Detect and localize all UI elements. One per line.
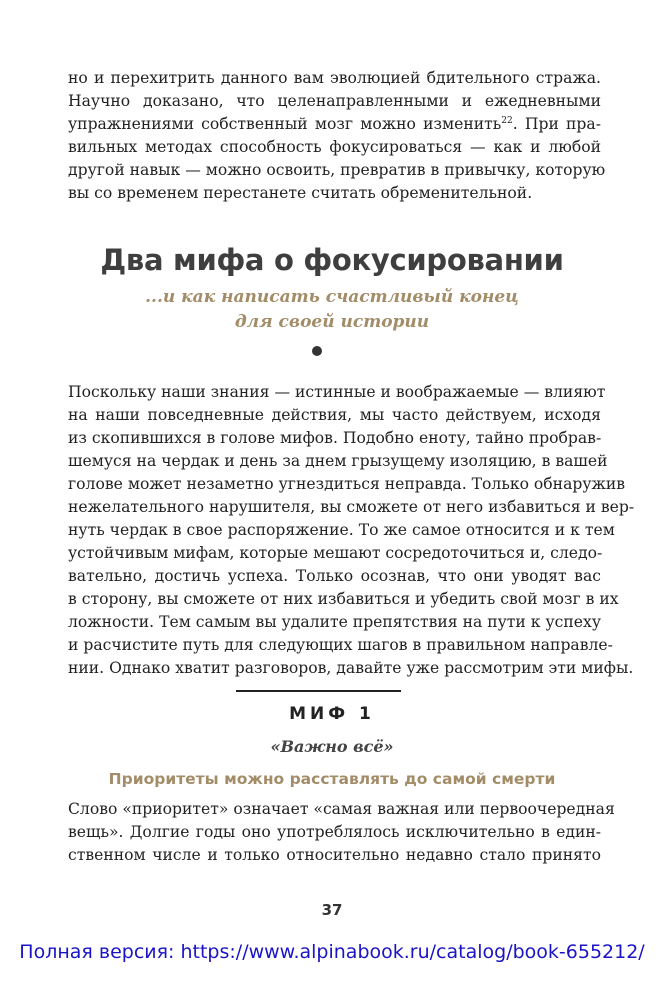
myth-tagline: Приоритеты можно расставлять до самой смерти (108, 770, 556, 788)
section-subtitle-line-2: для своей истории (234, 312, 430, 332)
intro-paragraph (68, 67, 606, 205)
text-line: ственном числе и только относительно недавно стало принято (68, 846, 601, 864)
horizontal-rule (236, 690, 401, 692)
text-line: вы со временем перестанете считать обременительной. (68, 184, 533, 202)
text-line: вильных методах способность фокусироваться — как и любой (68, 138, 601, 156)
text-line: но и перехитрить данного вам эволюцией бдительного стража. (68, 69, 601, 87)
myth-paragraph (68, 798, 615, 867)
text-line: голове может незаметно угнездиться неправда. Только обнаружив (68, 475, 626, 493)
text-line: вательно, достичь успеха. Только осознав, что они уводят вас (68, 567, 601, 585)
text-segment: упражнениями собственный мозг можно изменить (68, 115, 502, 133)
text-line: нуть чердак в свое распоряжение. То же самое относится и к тем (68, 521, 615, 539)
text-line-with-footnote (68, 113, 601, 136)
text-line: нежелательного нарушителя, вы сможете от него избавиться и вер- (68, 498, 635, 516)
text-line: шемуся на чердак и день за днем грызущему изоляцию, в вашей (68, 452, 608, 470)
section-subtitle-line-1: ...и как написать счастливый конец (145, 287, 519, 307)
text-line: Поскольку наши знания — истинные и воображаемые — влияют (68, 383, 606, 401)
section-title: Два мифа о фокусировании (100, 243, 564, 277)
text-line: в сторону, вы сможете от них избавиться и убедить свой мозг в их (68, 590, 619, 608)
text-line: и расчистите путь для следующих шагов в правильном направле- (68, 636, 613, 654)
text-line: Слово «приоритет» означает «самая важная или первоочередная (68, 800, 615, 818)
text-line: на наши повседневные действия, мы часто действуем, исходя (68, 406, 601, 424)
text-line: устойчивым мифам, которые мешают сосредоточиться и, следо- (68, 544, 603, 562)
text-segment: . При пра- (512, 115, 601, 133)
footnote-ref[interactable]: 22 (501, 115, 513, 126)
text-line: из скопившихся в голове мифов. Подобно еноту, тайно пробрав- (68, 429, 602, 447)
full-version-link[interactable]: Полная версия: https://www.alpinabook.ru/catalog/book-655212/ (19, 941, 645, 963)
text-line: нии. Однако хватит разговоров, давайте уже рассмотрим эти мифы. (68, 659, 634, 677)
myth-quote: «Важно всё» (270, 737, 394, 756)
body-paragraph (68, 381, 635, 680)
page-number: 37 (321, 901, 343, 919)
myth-label: МИФ 1 (289, 704, 375, 724)
text-line: ложности. Тем самым вы удалите препятствия на пути к успеху (68, 613, 601, 631)
text-line: вещь». Долгие годы оно употреблялось исключительно в един- (68, 823, 601, 841)
text-line: Научно доказано, что целенаправленными и ежедневными (68, 92, 601, 110)
bullet-divider-dot (312, 346, 322, 356)
text-line: другой навык — можно освоить, превратив в привычку, которую (68, 161, 606, 179)
